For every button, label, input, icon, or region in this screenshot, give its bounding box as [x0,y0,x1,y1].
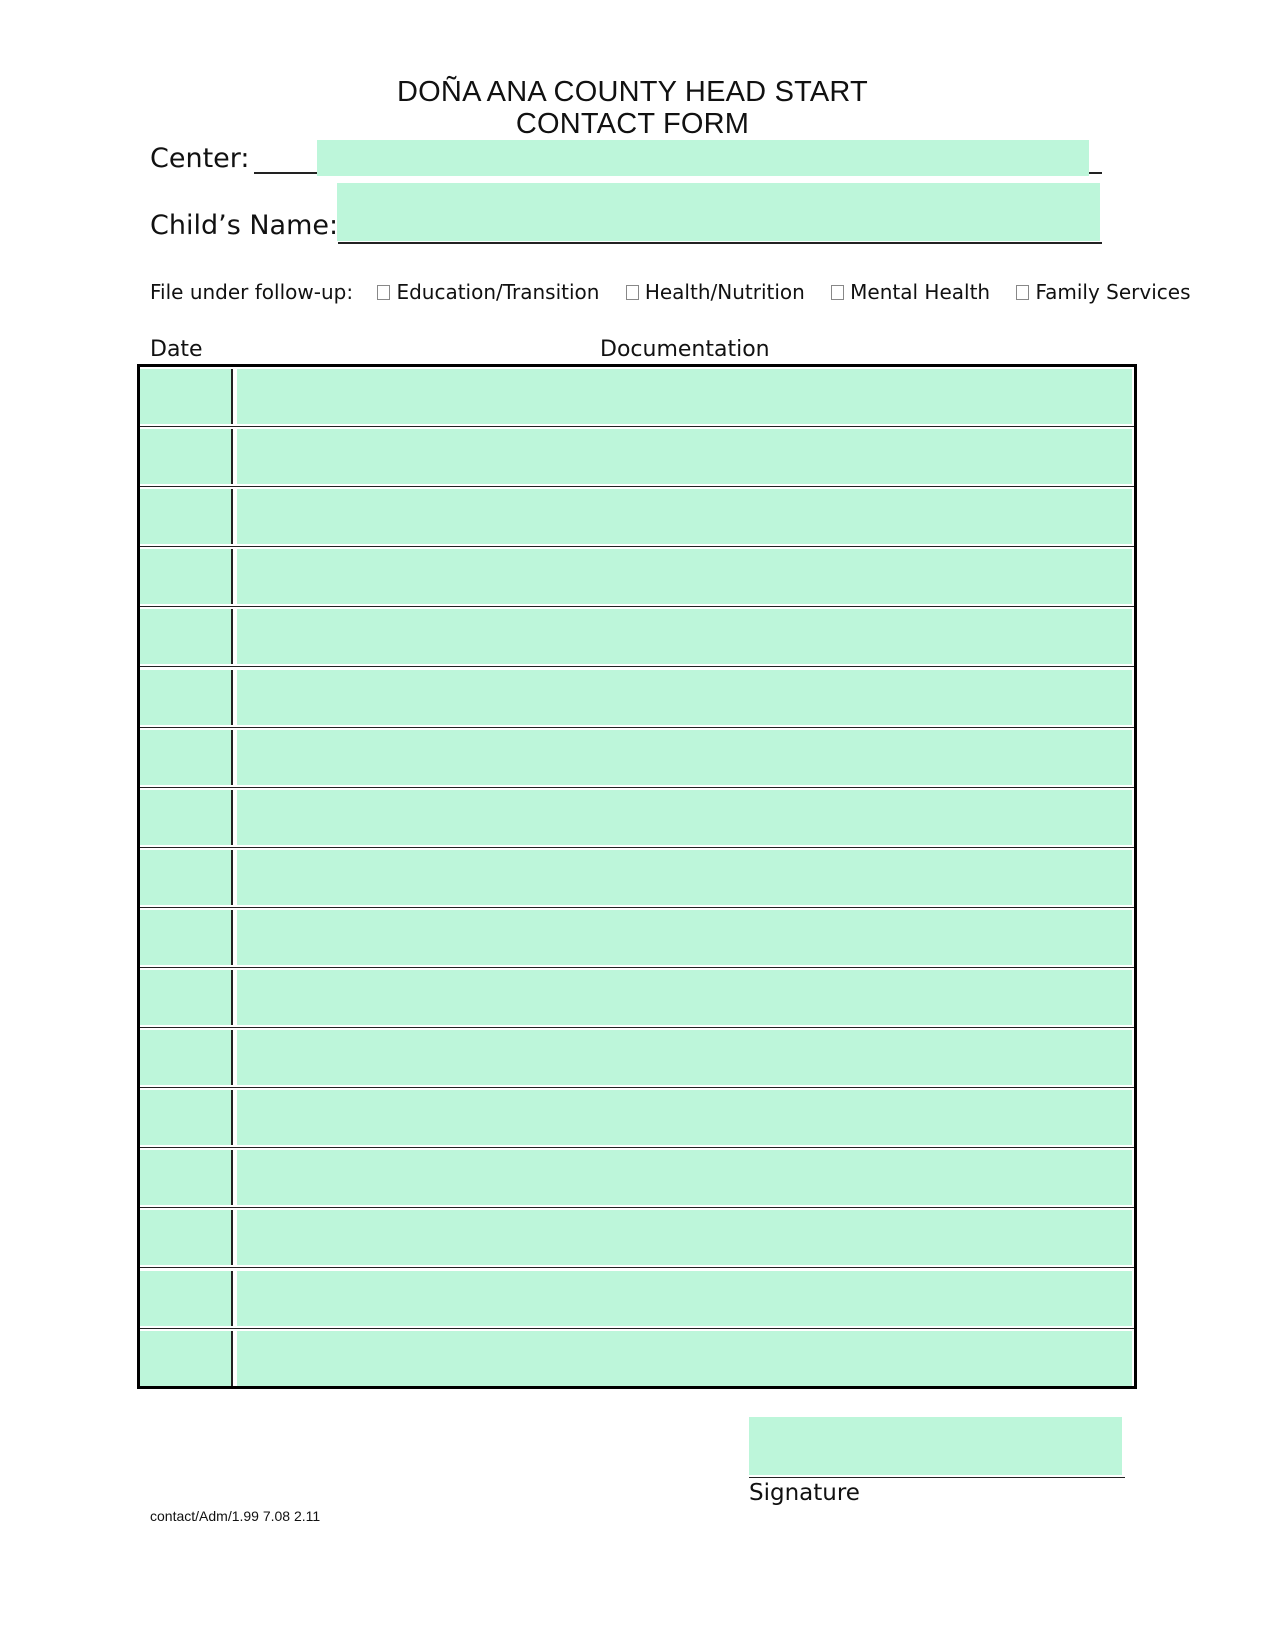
table-row [140,1028,1134,1088]
documentation-input[interactable] [237,730,1132,785]
documentation-cell [237,670,1132,725]
date-input[interactable] [140,1210,231,1265]
followup-option-label: Health/Nutrition [644,280,805,304]
checkbox-icon[interactable] [1016,285,1029,300]
documentation-input[interactable] [237,1210,1132,1265]
documentation-cell [237,1150,1132,1205]
documentation-cell [237,850,1132,905]
table-row [140,427,1134,487]
form-title-line-2: CONTACT FORM [515,108,750,140]
date-cell [140,429,233,484]
date-cell [140,489,233,544]
date-input[interactable] [140,369,231,424]
date-cell [140,850,233,905]
checkbox-icon[interactable] [831,285,844,300]
date-cell [140,609,233,664]
followup-option-health[interactable] [626,280,805,304]
date-input[interactable] [140,1030,231,1085]
documentation-input[interactable] [237,850,1132,905]
table-row [140,728,1134,788]
table-row [140,1208,1134,1268]
checkbox-icon[interactable] [377,285,390,300]
date-cell [140,1271,233,1326]
form-title-line-1: DOÑA ANA COUNTY HEAD START [397,76,868,108]
date-cell [140,1090,233,1145]
documentation-input[interactable] [237,1331,1132,1386]
table-row [140,607,1134,667]
date-cell [140,670,233,725]
date-cell [140,369,233,424]
followup-option-family-services[interactable] [1016,280,1190,304]
date-column-header: Date [150,337,203,362]
date-cell [140,549,233,604]
date-input[interactable] [140,850,231,905]
signature-label: Signature [749,1480,860,1506]
table-row [140,908,1134,968]
followup-option-label: Mental Health [850,280,991,304]
documentation-input[interactable] [237,1271,1132,1326]
documentation-cell [237,1331,1132,1386]
table-row [140,1148,1134,1208]
documentation-input[interactable] [237,429,1132,484]
date-cell [140,790,233,845]
contact-log-table [137,364,1137,1389]
child-name-input[interactable] [337,183,1100,241]
date-input[interactable] [140,670,231,725]
table-row [140,1329,1134,1389]
table-row [140,547,1134,607]
documentation-input[interactable] [237,549,1132,604]
date-input[interactable] [140,609,231,664]
documentation-input[interactable] [237,489,1132,544]
table-row [140,487,1134,547]
documentation-cell [237,730,1132,785]
documentation-cell [237,549,1132,604]
date-input[interactable] [140,549,231,604]
date-input[interactable] [140,1271,231,1326]
documentation-cell [237,609,1132,664]
date-input[interactable] [140,429,231,484]
documentation-cell [237,970,1132,1025]
documentation-input[interactable] [237,670,1132,725]
documentation-cell [237,790,1132,845]
followup-option-mental-health[interactable] [831,280,990,304]
child-name-label: Child’s Name: [150,210,339,241]
documentation-cell [237,1271,1132,1326]
date-cell [140,730,233,785]
followup-label: File under follow-up: [150,280,354,304]
documentation-column-header: Documentation [600,337,770,362]
signature-input[interactable] [749,1417,1122,1475]
documentation-input[interactable] [237,790,1132,845]
signature-underline [749,1477,1125,1478]
form-code: contact/Adm/1.99 7.08 2.11 [150,1508,321,1524]
date-cell [140,1210,233,1265]
documentation-input[interactable] [237,1030,1132,1085]
child-name-underline [338,242,1102,244]
table-row [140,1269,1134,1329]
date-input[interactable] [140,1150,231,1205]
followup-option-education[interactable] [377,280,599,304]
followup-option-label: Family Services [1035,280,1191,304]
center-label: Center: [150,143,250,174]
center-input[interactable] [317,140,1089,176]
documentation-cell [237,369,1132,424]
date-cell [140,910,233,965]
documentation-input[interactable] [237,369,1132,424]
documentation-cell [237,489,1132,544]
checkbox-icon[interactable] [626,285,639,300]
documentation-input[interactable] [237,910,1132,965]
date-input[interactable] [140,910,231,965]
date-cell [140,1150,233,1205]
table-row [140,968,1134,1028]
followup-option-label: Education/Transition [396,280,600,304]
table-row [140,848,1134,908]
date-cell [140,1030,233,1085]
documentation-cell [237,1090,1132,1145]
documentation-input[interactable] [237,970,1132,1025]
table-row [140,367,1134,427]
table-row [140,1088,1134,1148]
date-input[interactable] [140,489,231,544]
date-input[interactable] [140,790,231,845]
table-row [140,668,1134,728]
documentation-input[interactable] [237,609,1132,664]
documentation-cell [237,910,1132,965]
date-cell [140,1331,233,1386]
documentation-cell [237,429,1132,484]
date-input[interactable] [140,1090,231,1145]
documentation-input[interactable] [237,1090,1132,1145]
date-input[interactable] [140,970,231,1025]
documentation-cell [237,1210,1132,1265]
followup-options [150,280,1211,304]
documentation-input[interactable] [237,1150,1132,1205]
date-cell [140,970,233,1025]
date-input[interactable] [140,1331,231,1386]
documentation-cell [237,1030,1132,1085]
table-row [140,788,1134,848]
date-input[interactable] [140,730,231,785]
